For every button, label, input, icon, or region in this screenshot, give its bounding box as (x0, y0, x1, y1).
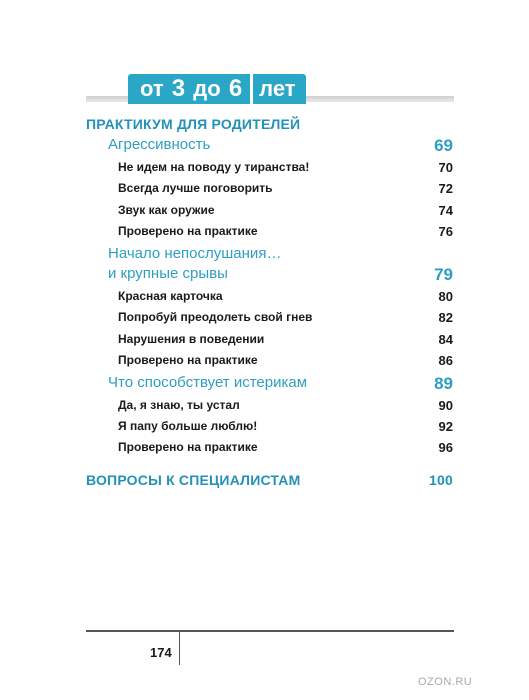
toc-item (0, 398, 529, 418)
toc-subsection (0, 265, 529, 285)
toc-title: Всегда лучше поговорить (118, 181, 273, 195)
age-from: 3 (171, 75, 186, 102)
toc-title: Проверено на практике (118, 224, 258, 238)
age-to: 6 (228, 75, 243, 102)
age-unit: лет (253, 74, 305, 104)
toc-item (0, 160, 529, 180)
toc-page: 69 (434, 136, 453, 155)
watermark: OZON.RU (418, 676, 473, 688)
age-range-tab (128, 74, 306, 104)
toc-subsection (0, 245, 529, 265)
toc-item (0, 203, 529, 223)
toc-title: Проверено на практике (118, 440, 258, 454)
age-range-label (128, 74, 250, 104)
toc-item (0, 224, 529, 244)
toc-item (0, 419, 529, 439)
toc-item (0, 332, 529, 352)
toc-item (0, 289, 529, 309)
page-number: 174 (150, 645, 172, 660)
toc-subsection (0, 136, 529, 156)
toc-title: Проверено на практике (118, 353, 258, 367)
toc-page: 76 (438, 224, 453, 239)
toc-title: Да, я знаю, ты устал (118, 398, 240, 412)
toc-title: Звук как оружие (118, 203, 215, 217)
toc-page: 100 (429, 472, 453, 488)
toc-section (0, 116, 529, 136)
toc-page: 79 (434, 265, 453, 284)
age-mid: до (193, 76, 221, 101)
toc-page: 72 (438, 181, 453, 196)
toc-item (0, 310, 529, 330)
toc-title: Я папу больше люблю! (118, 419, 258, 433)
toc-title: и крупные срывы (108, 265, 228, 282)
toc-page: 90 (438, 398, 453, 413)
toc-title: Что способствует истерикам (108, 374, 308, 391)
toc-page: 80 (438, 289, 453, 304)
toc-page: 82 (438, 310, 453, 325)
age-prefix: от (140, 76, 164, 101)
toc-section (0, 472, 529, 492)
toc-page: 70 (438, 160, 453, 175)
toc-page: 89 (434, 374, 453, 393)
toc-subsection (0, 374, 529, 394)
toc-item (0, 353, 529, 373)
toc-title: Нарушения в поведении (118, 332, 265, 346)
toc-page: 86 (438, 353, 453, 368)
toc-title: ВОПРОСЫ К СПЕЦИАЛИСТАМ (86, 472, 301, 488)
toc-page: 84 (438, 332, 453, 347)
toc-page: 96 (438, 440, 453, 455)
toc-title: Агрессивность (108, 136, 211, 153)
toc-item (0, 440, 529, 460)
toc-page: 92 (438, 419, 453, 434)
toc-title: Красная карточка (118, 289, 223, 303)
footer-divider (179, 631, 180, 665)
toc-title: Начало непослушания… (108, 245, 282, 262)
toc-item (0, 181, 529, 201)
toc-title: Попробуй преодолеть свой гнев (118, 310, 313, 324)
toc-title: ПРАКТИКУМ ДЛЯ РОДИТЕЛЕЙ (86, 116, 301, 132)
toc-title: Не идем на поводу у тиранства! (118, 160, 310, 174)
footer-rule (86, 630, 454, 632)
toc-page: 74 (438, 203, 453, 218)
